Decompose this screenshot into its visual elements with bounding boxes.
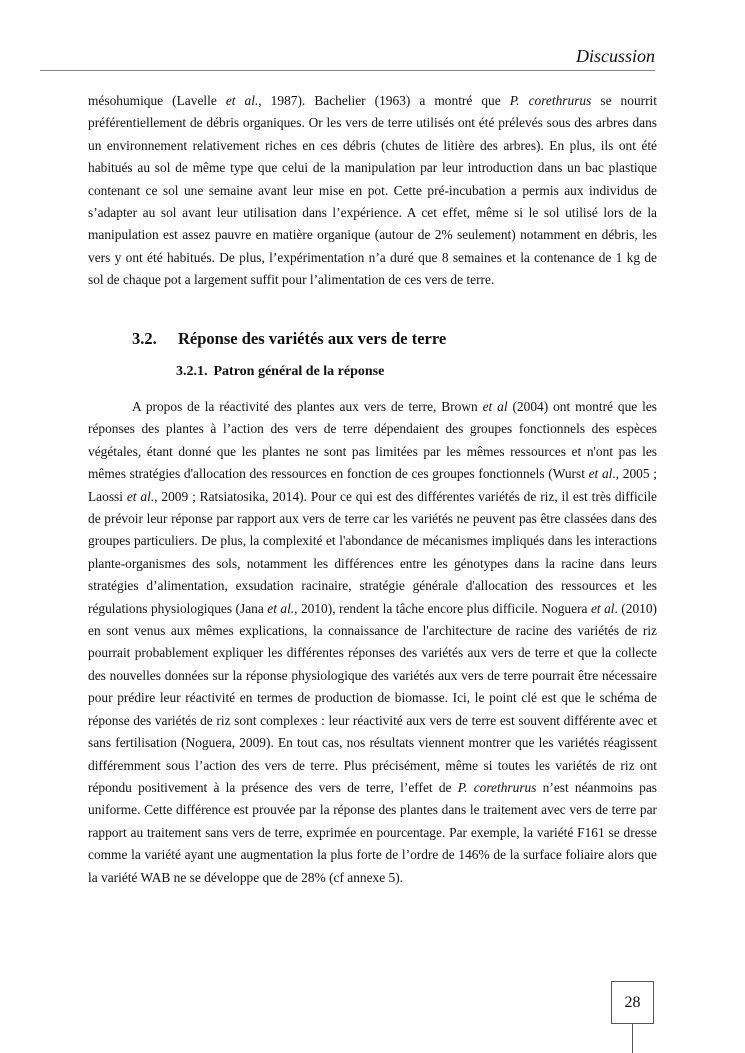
italic-term: et al. [225, 93, 259, 108]
italic-term: et al [482, 399, 508, 414]
subsection-heading-3-2-1 [176, 361, 656, 383]
paragraph-text: A propos de la réactivité des plantes aux vers de terre, Brown et al (2004) ont montré que les réponses des plantes à l’action des vers de terre dépendaient des groupes fonctionnels des espèces végétales, étant donné que les plantes ne sont pas limitées par les mêmes ressources et n'ont pas les mêmes stratégies d'allocation des ressources en fonction de ces groupes fonctionnels (Wurst et al., 2005 ; Laossi et al., 2009 ; Ratsiatosika, 2014). Pour ce qui est des différentes variétés de riz, il est très difficile de prévoir leur réponse par rapport aux vers de terre car les variétés ne peuvent pas être classées dans des groupes particuliers. De plus, la complexité et l'abondance de mécanismes impliqués dans les interactions plante-organismes des sols, notamment les différences entre les génotypes dans la racine dans leurs stratégies d’alimentation, exsudation racinaire, stratégie générale d'allocation des ressources et les régulations physiologiques (Jana et al., 2010), rendent la tâche encore plus difficile. Noguera et al. (2010) en sont venus aux mêmes explications, la connaissance de l'architecture de racine des variétés de riz pourrait probablement expliquer les différentes réponses des variétés aux vers de terre et que la collecte des nouvelles données sur la réponse physiologique des variétés aux vers de terre pourrait être nécessaire pour prédire leur réactivité en termes de production de biomasse. Ici, le point clé est que le schéma de réponse des variétés de riz sont complexes : leur réactivité aux vers de terre est souvent différente avec et sans fertilisation (Noguera, 2009). En tout cas, nos résultats viennent montrer que les variétés réagissent différemment sous l’action des vers de terre. Plus précisément, même si toutes les variétés de riz ont répondu positivement à la présence des vers de terre, l’effet de P. corethrurus n’est néanmoins pas uniforme. Cette différence est prouvée par la réponse des plantes dans le traitement avec vers de terre par rapport au traitement sans vers de terre, exprimée en pourcentage. Par exemple, la variété F161 se dresse comme la variété ayant une augmentation la plus forte de l’ordre de 146% de la surface foliaire alors que la variété WAB ne se développe que de 28% (cf annexe 5). [88, 399, 658, 885]
italic-term: et al. [267, 600, 295, 616]
subsection-number: 3.2.1. [176, 364, 208, 379]
page-number-rule [632, 1024, 633, 1053]
italic-term: et al. [126, 488, 155, 504]
paragraph-text: mésohumique (Lavelle et al., 1987). Bachelier (1963) a montré que P. corethrurus se nourrit préférentiellement de débris organiques. Or les vers de terre utilisés ont été prélevés sous des arbres dans un environnement relativement riches en ces débris (chutes de litière des arbres). En plus, ils ont été habitués au sol de même type que celui de la manipulation par leur introduction dans un bac plastique contenant ce sol une semaine avant leur mise en pot. Cette pré-incubation a permis aux individus de s’adapter au sol avant leur utilisation dans l’expérience. A cet effet, même si le sol utilisé lors de la manipulation est assez pauvre en matière organique (autour de 2% seulement) notamment en débris, les vers y ont été habitués. De plus, l’expérimentation n’a duré que 8 semaines et la contenance de 1 kg de sol de chaque pot a largement suffit pour l’alimentation de ces vers de terre. [88, 93, 657, 288]
section-heading-title: Réponse des variétés aux vers de terre [178, 329, 447, 348]
running-header [40, 44, 655, 71]
paragraph-general-response [88, 396, 657, 889]
italic-term: et al [588, 466, 613, 482]
paragraph-earthworm-diet [88, 90, 657, 292]
subsection-heading-title: Patron général de la réponse [213, 364, 385, 379]
section-number: 3.2. [132, 329, 157, 348]
italic-term: P. corethrurus [457, 779, 537, 795]
section-heading-3-2 [132, 327, 652, 351]
page-number: 28 [611, 981, 654, 1024]
section-title: Discussion [575, 46, 655, 66]
italic-term: P. corethrurus [509, 93, 592, 108]
italic-term: et al [590, 600, 615, 616]
